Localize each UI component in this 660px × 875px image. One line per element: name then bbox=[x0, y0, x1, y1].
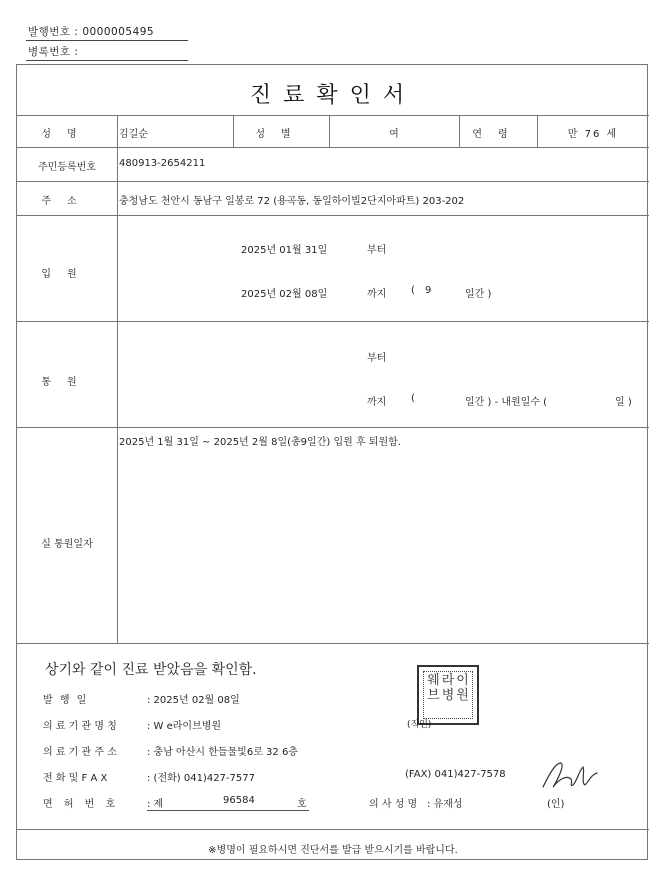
actual-visit-label: 실 통원일자 bbox=[41, 539, 93, 550]
row-divider bbox=[17, 215, 649, 216]
admission-to-word: 까지 bbox=[367, 289, 387, 300]
stamp-mark: (직인) bbox=[407, 720, 432, 730]
resident-number: 480913-2654211 bbox=[119, 158, 206, 169]
name-label: 성명 bbox=[41, 129, 93, 140]
admission-from-word: 부터 bbox=[367, 245, 387, 256]
resident-number-label: 주민등록번호 bbox=[38, 162, 96, 173]
doctor-name-label: 의 사 성 명 bbox=[369, 799, 418, 810]
outpatient-visits-close: 일 ) bbox=[615, 397, 632, 408]
license-label: 면 허 번 호 bbox=[43, 799, 116, 810]
license-number: 96584 bbox=[223, 795, 255, 806]
age-label: 연령 bbox=[472, 129, 524, 140]
license-prefix: : 제 bbox=[147, 799, 164, 810]
address-label: 주소 bbox=[41, 196, 93, 207]
patient-address: 충청남도 천안시 동남구 일봉로 72 (용곡동, 동일하이빌2단지아파트) 203-202 bbox=[119, 196, 465, 207]
doctor-signature bbox=[535, 757, 605, 797]
admission-days-value: 9 bbox=[425, 285, 432, 296]
patient-sex: 여 bbox=[389, 129, 399, 140]
issue-number-value: 0000005495 bbox=[82, 26, 155, 38]
footer-note: ※병명이 필요하시면 진단서를 발급 받으시기를 바랍니다. bbox=[208, 845, 458, 856]
row-divider bbox=[17, 321, 649, 322]
issue-number-label: 발행번호 bbox=[28, 26, 71, 38]
outpatient-days-open: ( bbox=[411, 393, 415, 404]
admission-days-open: ( bbox=[411, 285, 415, 296]
license-underline bbox=[147, 810, 309, 811]
row-divider bbox=[17, 829, 649, 830]
ward-number-underline bbox=[26, 60, 188, 61]
ward-number: 병록번호 : bbox=[28, 46, 79, 58]
outpatient-label: 통원 bbox=[41, 377, 93, 388]
sex-label: 성별 bbox=[255, 129, 307, 140]
issue-number-underline bbox=[26, 40, 188, 41]
actual-visit-text: 2025년 1월 31일 ~ 2025년 2월 8일(총9일간) 입원 후 퇴원함. bbox=[119, 437, 401, 448]
admission-label: 입원 bbox=[41, 269, 93, 280]
certificate-form bbox=[16, 64, 648, 860]
issue-number: 발행번호 : 0000005495 bbox=[28, 26, 155, 38]
row-divider bbox=[17, 115, 649, 116]
license-suffix: 호 bbox=[297, 799, 307, 810]
issue-date-label: 발 행 일 bbox=[43, 695, 87, 706]
outpatient-days-close: 일간 ) - 내원일수 ( bbox=[465, 397, 548, 408]
doctor-name: : 유재성 bbox=[427, 799, 463, 810]
document-title: 진료확인서 bbox=[249, 83, 417, 108]
admission-from-date: 2025년 01월 31일 bbox=[241, 245, 328, 256]
hospital-address-label: 의 료 기 관 주 소 bbox=[43, 747, 117, 758]
fax-number: (FAX) 041)427-7578 bbox=[405, 769, 506, 780]
outpatient-from-word: 부터 bbox=[367, 353, 387, 364]
admission-to-date: 2025년 02월 08일 bbox=[241, 289, 328, 300]
hospital-name: : W e라이브병원 bbox=[147, 721, 222, 732]
outpatient-to-word: 까지 bbox=[367, 397, 387, 408]
row-divider bbox=[17, 643, 649, 644]
ward-number-label: 병록번호 bbox=[28, 46, 71, 58]
hospital-seal-stamp bbox=[417, 665, 479, 725]
confirmation-statement: 상기와 같이 진료 받았음을 확인함. bbox=[45, 662, 257, 678]
patient-name: 김길순 bbox=[119, 129, 148, 140]
seal-mark: (인) bbox=[547, 799, 565, 810]
row-divider bbox=[17, 181, 649, 182]
admission-days-close: 일간 ) bbox=[465, 289, 492, 300]
row-divider bbox=[17, 147, 649, 148]
issue-date: : 2025년 02월 08일 bbox=[147, 695, 240, 706]
phone-fax-label: 전 화 및 F A X bbox=[43, 773, 108, 784]
stamp-text: 웨라이브병원 bbox=[427, 673, 471, 703]
patient-age: 만 76 세 bbox=[567, 129, 619, 140]
hospital-name-label: 의 료 기 관 명 칭 bbox=[43, 721, 117, 732]
phone-number: : (전화) 041)427-7577 bbox=[147, 773, 255, 784]
column-divider bbox=[117, 115, 118, 643]
row-divider bbox=[17, 427, 649, 428]
hospital-address: : 충남 아산시 한들물빛6로 32 6층 bbox=[147, 747, 298, 758]
